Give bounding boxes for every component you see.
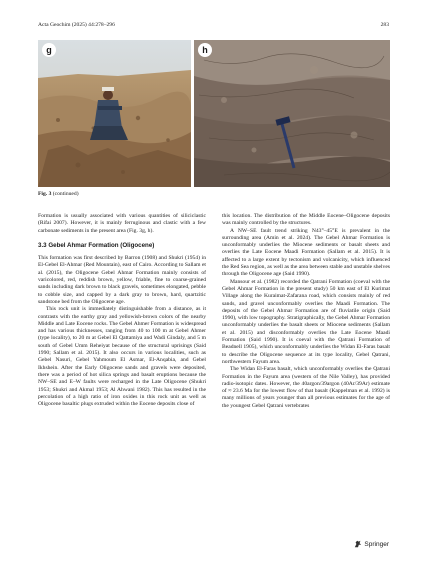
panel-label-h: h: [198, 43, 212, 57]
journal-citation: Acta Geochim (2025) 44:278–296: [38, 22, 115, 28]
panel-label-g: g: [42, 43, 56, 57]
caption-label: Fig. 3: [38, 191, 52, 197]
springer-horse-icon: [354, 540, 362, 548]
paragraph: this location. The distribution of the Middle Eocene–Oligocene deposits was mainly controlled by the structures.: [222, 213, 390, 227]
field-photo-g: [38, 40, 191, 187]
paragraph: The Widan El-Faras basalt, which unconformably overlies the Qatrani Formation in the Fayum area (western of the Nile Valley), has provided radio-isotopic dates. However, the 40argon/39argon (40Ar/39Ar) estimate of ≈ 23.6 Ma for the lowest flow of that basalt (Kappelman et al. 1992) is many millions of years younger than all previous estimates for the age of the youngest Gebel Qatrani vertebrates: [222, 366, 390, 409]
caption-text: (continued): [52, 191, 79, 197]
page-number: 283: [380, 22, 389, 28]
paragraph: This formation was first described by Barron (1908) and Shukri (1954) in El-Gebel El-Ahmar (Red Mountain), east of Cairo. According to Sallam et al. (2015), the Oligocene Gebel Ahmar Formation mainly consists of varicolored, red, reddish brown, yellow, friable, fine to coarse-grained sands including dark brown to black gravels, sometimes elongated, pebble to cobble size, and capped by a dark gray to brown, hard, quartzitic sandstone bed from the Oligocene age.: [38, 255, 206, 305]
publisher-name: Springer: [364, 540, 389, 548]
springer-logo: [354, 540, 389, 548]
paragraph: Formation is usually associated with various quantities of siliciclastic (Rifai 2007). However, it is mainly ferruginous and clastic with a few carbonate sediments in the present area (Fig. 3g, h).: [38, 213, 206, 234]
figure-panel-h: [194, 40, 390, 187]
right-column: [222, 213, 390, 410]
figure-panel-g: [38, 40, 191, 187]
field-photo-h: [194, 40, 390, 187]
paragraph: Mansour et al. (1982) recorded the Qatrani Formation (coeval with the Gebel Ahmar Formation in the present study) 50 km east of El Kurimat Village along the Kuraimat-Zafarana road, which consists mainly of red sands, and gravel unconformably overlies the Maadi Formation. The deposits of the Gebel Ahmar Formation are of fluviatile origin (Said 1990), with low topography. Stratigraphically, the Gebel Ahmar Formation unconformably underlies the basalt sheets or Miocene sediments (Sallam et al. 2015) and disconformably overlies the Late Eocene Maadi Formation (Said 1990). It is coeval with the Qatrani Formation of Beadnell 1905), which unconformably underlies the Widan El-Faras basalt to describe the Oligocene sequence at its type locality, Gebel Qatrani, northwestern Fayum area.: [222, 278, 390, 365]
page-header: [38, 22, 389, 32]
figure-caption: [38, 191, 79, 197]
paragraph: A NW–SE fault trend striking N43°–45°E is prevalent in the surrounding area (Amin et al. 2024). The Gebel Ahmar Formation is unconformably underlies the Miocene sediments or basalt sheets and overlies the Late Eocene Maadi Formation (Sallam et al. 2015). It is affected to a large extent by tectonism and volcanicity, which influenced the Red Sea region, as well as the area between stable and unstable shelves through the Oligocene age (Said 1990).: [222, 227, 390, 278]
section-heading: 3.3 Gebel Ahmar Formation (Oligocene): [38, 241, 155, 249]
left-column: [38, 213, 206, 408]
figure-3: [38, 40, 390, 187]
paragraph: This rock unit is immediately distinguishable from a distance, as it contrasts with the earthy gray and yellowish-brown colors of the nearby Middle and Late Eocene rocks. The Gebel Ahmer Formation is widespread and has various thicknesses, ranging from 40 to 100 m at Gebel Ahmer (type locality), to 20 m at Gebel El Qattamiya and Wadi Gindaly, and 5 m south of Gebel Umm Reheiyat because of the structural uprisings (Said 1990; Sallam et al. 2015). It also occurs in various localities, such as Gebel Nasuri, Gebel Yahmoum El Asmar, El-Anqabia, and Gebel Ikhshein. After the Early Oligocene sands and gravels were deposited, there was a period of hot silica springs and basalt eruptions because the NW–SE and E–W faults were recharged in the Late Oligocene (Shukri 1953; Shukri and Akmal 1953; Al Ahwani 1982). This has resulted in the percolation of a high ratio of iron oxides in this rock unit as well as Oligocene basaltic plugs extruded within the Eocene deposits close of: [38, 306, 206, 408]
